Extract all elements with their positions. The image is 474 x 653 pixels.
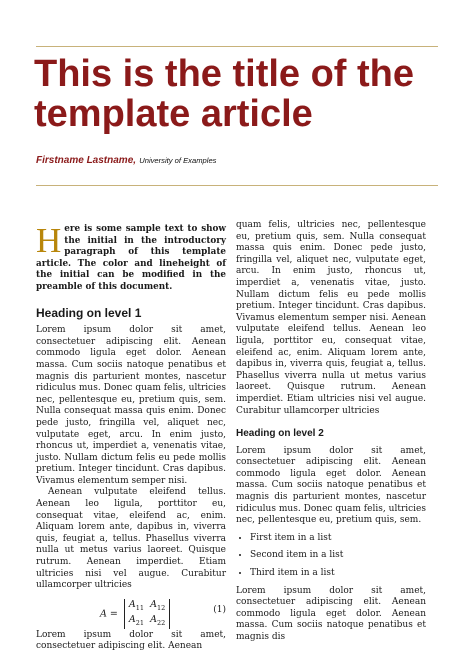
list-item: • First item in a list	[250, 533, 426, 545]
article-title: This is the title of the template article	[34, 53, 415, 135]
drop-cap: H	[36, 221, 62, 260]
equation-body	[100, 599, 170, 629]
bullet-list	[236, 533, 426, 580]
list-item: • Third item in a list	[250, 568, 426, 580]
equation-number: (1)	[213, 604, 226, 615]
equation-lhs: A =	[100, 608, 118, 620]
body-paragraph: Lorem ipsum dolor sit amet, consectetuer adipiscing elit. Aenean commodo ligula eget dolor. Aenean massa. Cum sociis natoque penatibus et magnis dis parturient montes, nascetur ridiculus mus. Donec quam felis, ultricies nec, pellentesque eu, pretium quis, sem. Nulla consequat massa quis enim. Donec pede justo, fringilla vel, aliquet nec, vulputate eget, arcu. In enim justo, rhoncus ut, imperdiet a, venenatis vitae, justo. Nullam dictum felis eu pede mollis pretium. Integer tincidunt. Cras dapibus. Vivamus elementum semper nisi.	[36, 325, 226, 486]
body-paragraph: Lorem ipsum dolor sit amet, consectetuer adipiscing elit. Aenean commodo ligula eget dolor. Aenean massa. Cum sociis natoque penatibus et magnis dis parturient montes, nascetur ridiculus mus. Donec quam felis, ultricies nec, pellentesque eu, pretium quis, sem.	[236, 445, 426, 526]
author-name: Firstname Lastname,	[36, 155, 137, 166]
author-affiliation: University of Examples	[139, 156, 217, 165]
matrix	[124, 599, 170, 629]
list-item: • Second item in a list	[250, 550, 426, 562]
matrix-entry: $A_{11}$	[128, 598, 145, 612]
matrix-entry: $A_{21}$	[128, 613, 145, 627]
left-column	[36, 221, 226, 653]
intro-text: ere is some sample text to show the initial in the introductory paragraph of this template article. The color and lineheight of the initial can be modified in the preamble of this document.	[36, 224, 226, 292]
equation-block	[36, 596, 226, 626]
right-column	[236, 220, 426, 644]
heading-level-1: Heading on level 1	[36, 305, 142, 320]
matrix-entry: $A_{12}$	[150, 598, 166, 612]
heading-level-2: Heading on level 2	[236, 428, 324, 440]
body-paragraph: quam felis, ultricies nec, pellentesque eu, pretium quis, sem. Nulla consequat massa quis enim. Donec pede justo, fringilla vel, aliquet nec, vulputate eget, arcu. In enim justo, rhoncus ut, imperdiet a, venenatis vitae, justo. Nullam dictum felis eu pede mollis pretium. Integer tincidunt. Cras dapibus. Vivamus elementum semper nisi. Aenean vulputate eleifend tellus. Aenean leo ligula, porttitor eu, consequat vitae, eleifend ac, enim. Aliquam lorem ante, dapibus in, viverra quis, feugiat a, tellus. Phasellus viverra nulla ut metus varius laoreet. Quisque rutrum. Aenean imperdiet. Etiam ultricies nisi vel augue. Curabitur ullamcorper ultricies	[236, 220, 426, 416]
body-paragraph: Lorem ipsum dolor sit amet, consectetuer adipiscing elit. Aenean commodo ligula eget dolor. Aenean massa. Cum sociis natoque penatibus et magnis dis	[236, 585, 426, 642]
author-line	[36, 155, 216, 166]
top-rule	[36, 46, 438, 47]
body-paragraph: Lorem ipsum dolor sit amet, consectetuer adipiscing elit. Aenean	[36, 629, 226, 652]
author-rule	[36, 185, 438, 186]
intro-paragraph	[36, 221, 226, 294]
matrix-entry: $A_{22}$	[150, 613, 166, 627]
body-paragraph: Aenean vulputate eleifend tellus. Aenean leo ligula, porttitor eu, consequat vitae, eleifend ac, enim. Aliquam lorem ante, dapibus in, viverra quis, feugiat a, tellus. Phasellus viverra nulla ut metus varius laoreet. Quisque rutrum. Aenean imperdiet. Etiam ultricies nisi vel augue. Curabitur ullamcorper ultricies	[36, 487, 226, 591]
